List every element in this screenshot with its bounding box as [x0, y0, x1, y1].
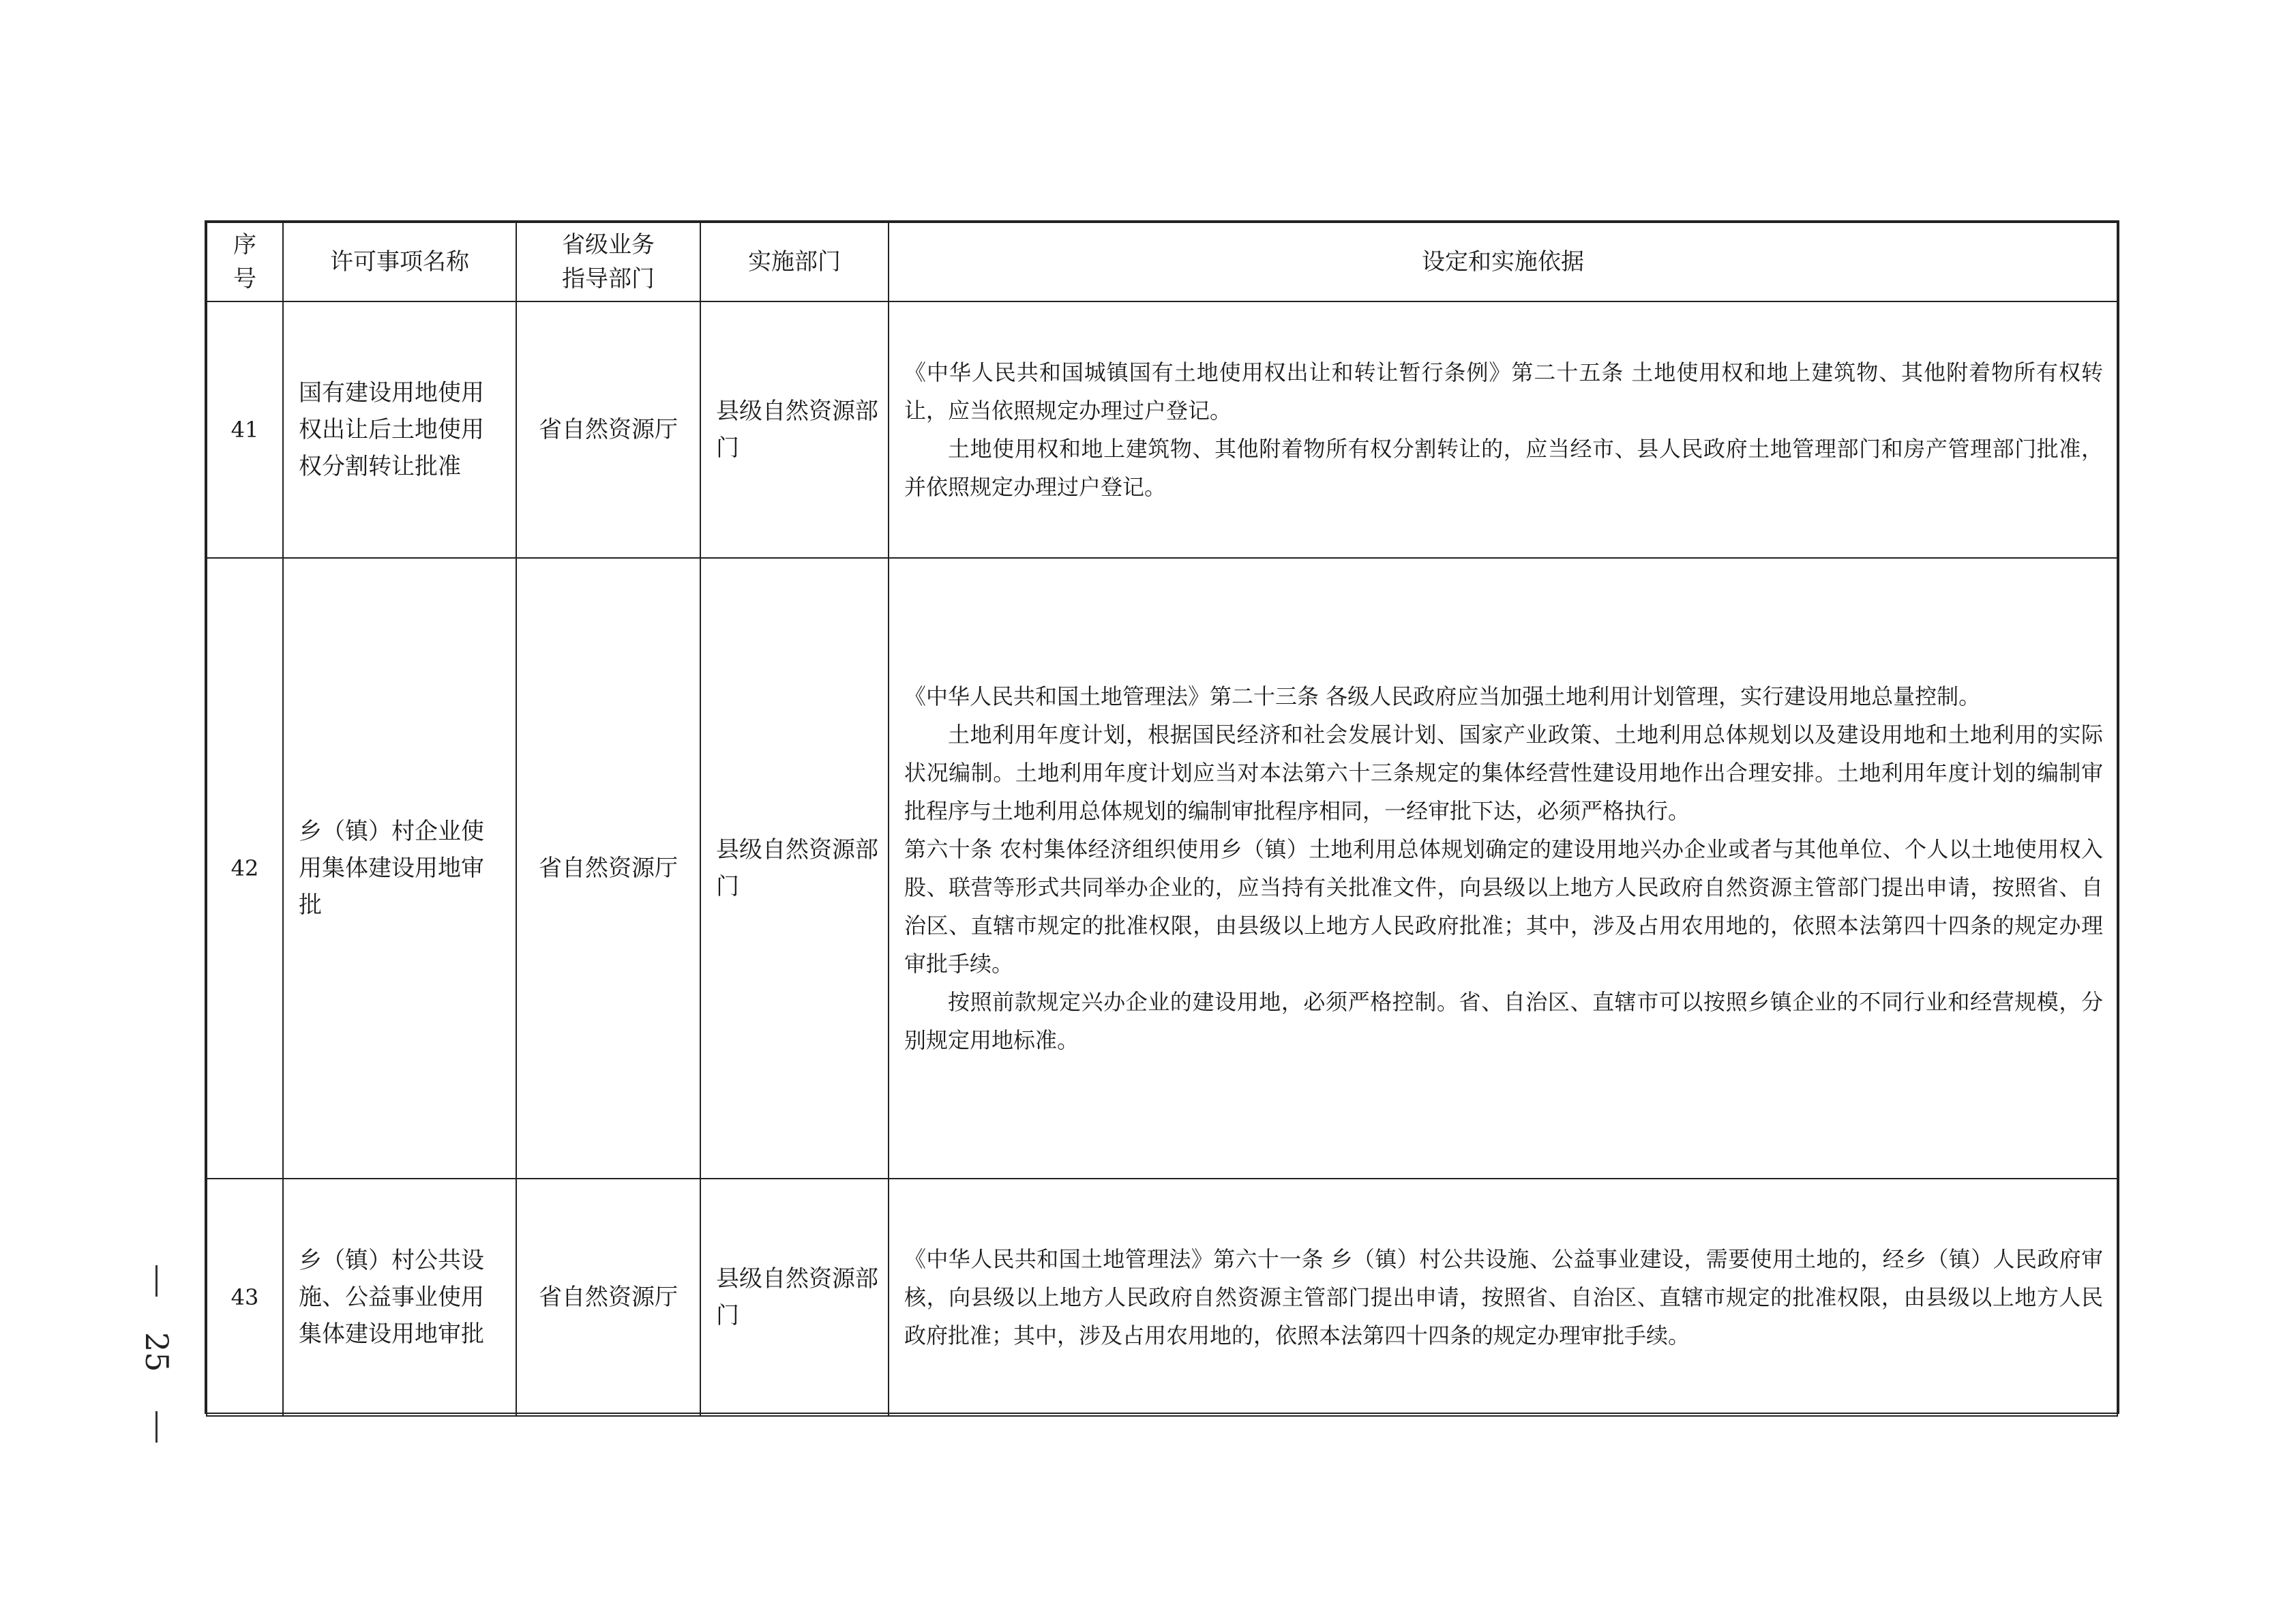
- header-basis: 设定和实施依据: [889, 222, 2117, 301]
- row-impl-dept: 县级自然资源部门: [700, 301, 889, 558]
- basis-paragraph: 第六十条 农村集体经济组织使用乡（镇）土地利用总体规划确定的建设用地兴办企业或者与其他单位、个人以土地使用权入股、联营等形式共同举办企业的，应当持有关批准文件，向县级以上地方人民政府自然资源主管部门提出申请，按照省、自治区、直辖市规定的批准权限，由县级以上地方人民政府批准；其中，涉及占用农用地的，依照本法第四十四条的规定办理审批手续。: [904, 836, 2103, 977]
- basis-paragraph: 按照前款规定兴办企业的建设用地，必须严格控制。省、自治区、直辖市可以按照乡镇企业的不同行业和经营规模，分别规定用地标准。: [904, 989, 2103, 1053]
- row-permit-name: 国有建设用地使用权出让后土地使用权分割转让批准: [283, 301, 516, 558]
- basis-paragraph: 《中华人民共和国土地管理法》第二十三条 各级人民政府应当加强土地利用计划管理，实行建设用地总量控制。: [904, 683, 1981, 709]
- table-row: [207, 558, 2117, 1179]
- table-row: [207, 301, 2117, 558]
- table-row: [207, 1179, 2117, 1416]
- row-basis: [889, 301, 2117, 558]
- permit-table: [206, 222, 2118, 1417]
- permit-table-frame: [205, 220, 2119, 1414]
- header-prov-line1: 省级业务: [562, 231, 655, 259]
- header-seq-line1: 序: [233, 231, 256, 259]
- header-seq: [207, 222, 283, 301]
- header-prov: [516, 222, 700, 301]
- row-permit-name: 乡（镇）村企业使用集体建设用地审批: [283, 558, 516, 1179]
- header-seq-line2: 号: [233, 265, 256, 293]
- row-basis: [889, 558, 2117, 1179]
- row-prov-dept: 省自然资源厅: [516, 1179, 700, 1416]
- page-number-marker: [136, 1265, 177, 1443]
- page-number-dash-top: [155, 1265, 158, 1297]
- basis-paragraph: 《中华人民共和国城镇国有土地使用权出让和转让暂行条例》第二十五条 土地使用权和地上建筑物、其他附着物所有权转让，应当依照规定办理过户登记。: [904, 359, 2103, 424]
- basis-paragraph: 土地使用权和地上建筑物、其他附着物所有权分割转让的，应当经市、县人民政府土地管理部门和房产管理部门批准，并依照规定办理过户登记。: [904, 436, 2103, 500]
- page-number-dash-bottom: [155, 1411, 158, 1443]
- row-seq: 41: [207, 301, 283, 558]
- row-basis: [889, 1179, 2117, 1416]
- row-seq: 43: [207, 1179, 283, 1416]
- basis-paragraph: 土地利用年度计划，根据国民经济和社会发展计划、国家产业政策、土地利用总体规划以及建设用地和土地利用的实际状况编制。土地利用年度计划应当对本法第六十三条规定的集体经营性建设用地作出合理安排。土地利用年度计划的编制审批程序与土地利用总体规划的编制审批程序相同，一经审批下达，必须严格执行。: [904, 722, 2103, 824]
- row-seq: 42: [207, 558, 283, 1179]
- header-prov-line2: 指导部门: [562, 265, 655, 293]
- basis-paragraph: 《中华人民共和国土地管理法》第六十一条 乡（镇）村公共设施、公益事业建设，需要使用土地的，经乡（镇）人民政府审核，向县级以上地方人民政府自然资源主管部门提出申请，按照省、自治区、直辖市规定的批准权限，由县级以上地方人民政府批准；其中，涉及占用农用地的，依照本法第四十四条的规定办理审批手续。: [904, 1246, 2103, 1348]
- row-prov-dept: 省自然资源厅: [516, 301, 700, 558]
- page-number: 25: [138, 1332, 175, 1372]
- header-name: 许可事项名称: [283, 222, 516, 301]
- table-header-row: [207, 222, 2117, 301]
- row-permit-name: 乡（镇）村公共设施、公益事业使用集体建设用地审批: [283, 1179, 516, 1416]
- row-impl-dept: 县级自然资源部门: [700, 558, 889, 1179]
- row-impl-dept: 县级自然资源部门: [700, 1179, 889, 1416]
- row-prov-dept: 省自然资源厅: [516, 558, 700, 1179]
- header-impl: 实施部门: [700, 222, 889, 301]
